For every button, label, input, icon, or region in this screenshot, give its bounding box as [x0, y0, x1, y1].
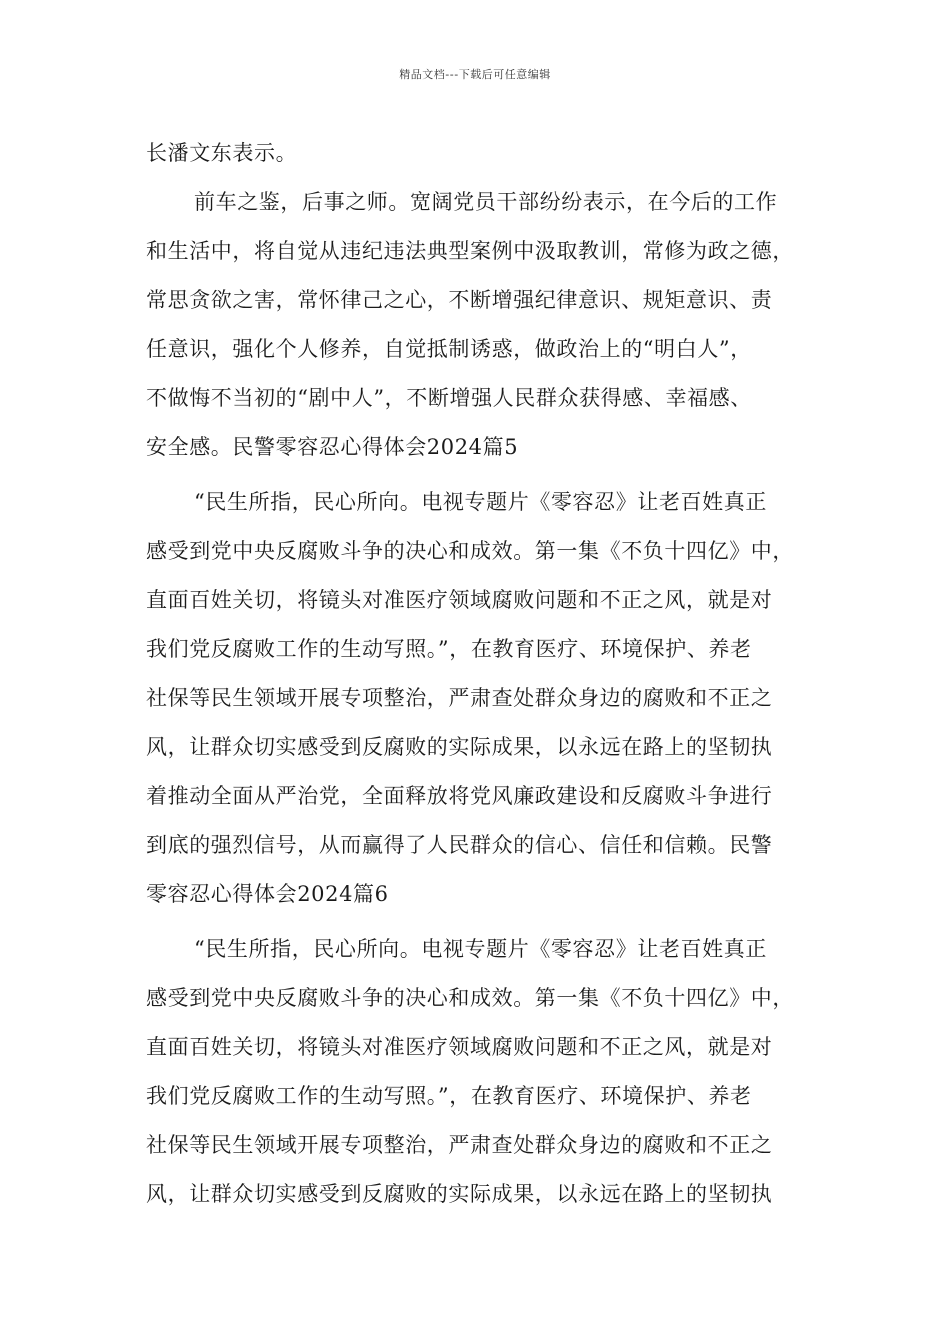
text-line: 到底的强烈信号，从而赢得了人民群众的信心、信任和信赖。民警: [146, 833, 773, 857]
text-line: 社保等民生领域开展专项整治，严肃查处群众身边的腐败和不正之: [146, 686, 773, 710]
text-line: 风，让群众切实感受到反腐败的实际成果，以永远在路上的坚韧执: [146, 1182, 773, 1206]
text-line: 任意识，强化个人修养，自觉抵制诱惑，做政治上的“明白人”，: [146, 337, 752, 361]
page-header: 精品文档---下载后可任意编辑: [399, 68, 551, 81]
text-line: 安全感。民警零容忍心得体会2024篇5: [146, 435, 519, 459]
text-line: 长潘文东表示。: [146, 141, 298, 165]
paragraph-first-line: “民生所指，民心所向。电视专题片《零容忍》让老百姓真正: [194, 490, 767, 514]
text-line: 社保等民生领域开展专项整治，严肃查处群众身边的腐败和不正之: [146, 1133, 773, 1157]
paragraph-first-line: “民生所指，民心所向。电视专题片《零容忍》让老百姓真正: [194, 937, 767, 961]
text-line: 风，让群众切实感受到反腐败的实际成果，以永远在路上的坚韧执: [146, 735, 773, 759]
text-line: 感受到党中央反腐败斗争的决心和成效。第一集《不负十四亿》中，: [146, 986, 794, 1010]
text-line: 着推动全面从严治党，全面释放将党风廉政建设和反腐败斗争进行: [146, 784, 773, 808]
text-line: 直面百姓关切，将镜头对准医疗领域腐败问题和不正之风，就是对: [146, 1035, 773, 1059]
paragraph-first-line: 前车之鉴，后事之师。宽阔党员干部纷纷表示，在今后的工作: [194, 190, 778, 214]
text-line: 常思贪欲之害，常怀律己之心，不断增强纪律意识、规矩意识、责: [146, 288, 773, 312]
text-line: 不做悔不当初的“剧中人”，不断增强人民群众获得感、幸福感、: [146, 386, 752, 410]
text-line: 直面百姓关切，将镜头对准医疗领域腐败问题和不正之风，就是对: [146, 588, 773, 612]
text-line: 我们党反腐败工作的生动写照。”，在教育医疗、环境保护、养老: [146, 1084, 752, 1108]
text-line: 感受到党中央反腐败斗争的决心和成效。第一集《不负十四亿》中，: [146, 539, 794, 563]
text-line: 我们党反腐败工作的生动写照。”，在教育医疗、环境保护、养老: [146, 637, 752, 661]
text-line: 和生活中，将自觉从违纪违法典型案例中汲取教训，常修为政之德，: [146, 239, 794, 263]
text-line: 零容忍心得体会2024篇6: [146, 882, 389, 906]
